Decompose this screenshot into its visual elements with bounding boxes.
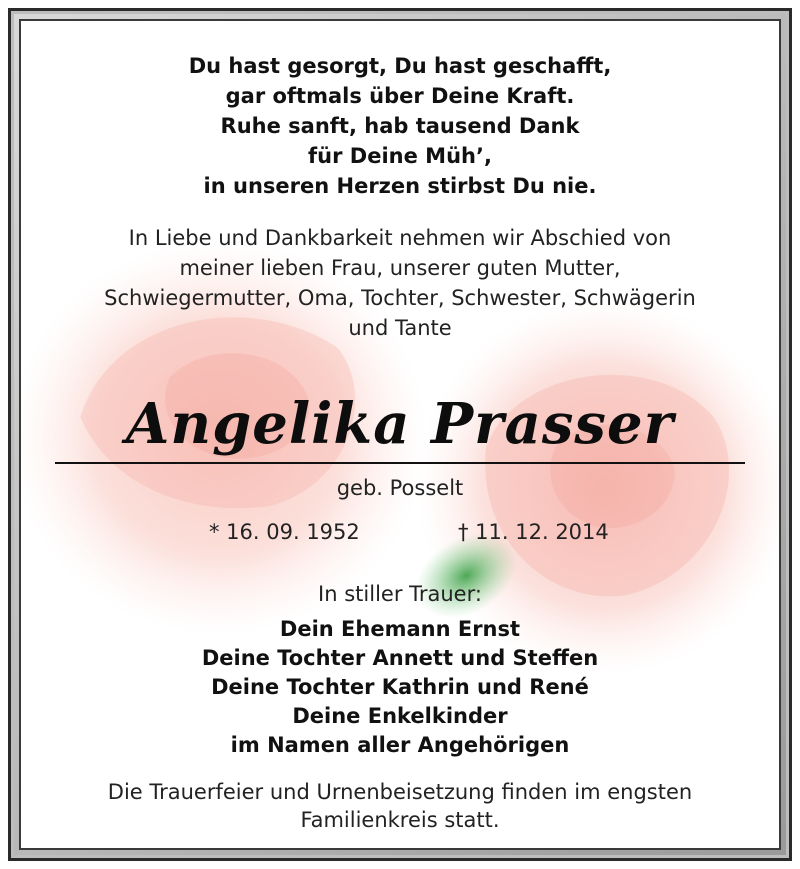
verse-line: Ruhe sanft, hab tausend Dank xyxy=(220,114,580,138)
death-date: † 11. 12. 2014 xyxy=(458,520,609,544)
birth-date: * 16. 09. 1952 xyxy=(209,520,360,544)
verse-line: in unseren Herzen stirbst Du nie. xyxy=(203,174,597,198)
verse-line: für Deine Müh’, xyxy=(308,144,492,168)
farewell-intro xyxy=(21,223,779,343)
birth-name: geb. Posselt xyxy=(336,476,464,500)
notice-frame xyxy=(8,8,792,861)
mourner: Dein Ehemann Ernst xyxy=(279,617,521,641)
mourner: Deine Tochter Annett und Steffen xyxy=(201,646,599,670)
intro-line: und Tante xyxy=(348,316,452,340)
intro-line: Schwiegermutter, Oma, Tochter, Schwester, Schwägerin xyxy=(104,286,696,310)
mourner: Deine Tochter Kathrin und René xyxy=(211,675,589,699)
deceased-name: Angelika Prasser xyxy=(125,391,675,457)
mourners-list xyxy=(21,615,779,760)
intro-line: meiner lieben Frau, unserer guten Mutter, xyxy=(179,256,621,280)
intro-line: In Liebe und Dankbarkeit nehmen wir Abschied von xyxy=(128,226,672,250)
name-underline xyxy=(55,462,745,464)
verse-line: gar oftmals über Deine Kraft. xyxy=(225,84,575,108)
mourner: Deine Enkelkinder xyxy=(292,704,508,728)
footer-line: Familienkreis statt. xyxy=(300,808,500,832)
funeral-note xyxy=(21,778,779,834)
notice-card xyxy=(19,19,781,850)
life-dates xyxy=(21,518,779,546)
memorial-verse xyxy=(21,51,779,201)
mourner: im Namen aller Angehörigen xyxy=(230,733,570,757)
frame-bevel xyxy=(14,14,786,855)
verse-line: Du hast gesorgt, Du hast geschafft, xyxy=(188,54,612,78)
footer-line: Die Trauerfeier und Urnenbeisetzung finden im engsten xyxy=(107,780,693,804)
mourning-label: In stiller Trauer: xyxy=(318,582,482,606)
